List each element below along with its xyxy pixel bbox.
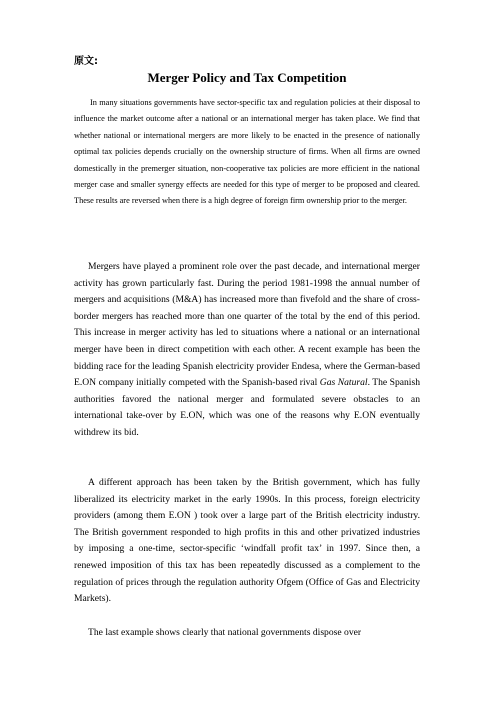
abstract-paragraph: In many situations governments have sector-specific tax and regulation policies at their disposal to influence the market outcome after a national or an international merger has taken place. We find that whether national or international mergers are more likely to be enacted in the presence of nationally optimal tax policies depends crucially on the ownership structure of firms. When all firms are owned domestically in the premerger situation, non-cooperative tax policies are more efficient in the national merger case and smaller synergy effects are needed for this type of merger to be proposed and cleared. These results are reversed when there is a high degree of foreign firm ownership prior to the merger. (74, 98, 420, 206)
body-paragraph-2: A different approach has been taken by the British government, which has fully liberalized its electricity market in the early 1990s. In this process, foreign electricity providers (among them E.ON ) took over a large part of the British electricity industry. The British government responded to high profits in this and other privatized industries by imposing a one-time, sector-specific ‘windfall profit tax’ in 1997. Since then, a renewed imposition of this tax has been repeatedly discussed as a complement to the regulation of prices through the regulation authority Ofgem (Office of Gas and Electricity Markets). (74, 477, 420, 605)
paragraph-1-text-start: Mergers have played a prominent role over the past decade, and international merger activity has grown particularly fast. During the period 1981-1998 the annual number of mergers and acquisitions (M&A) has increased more than fivefold and the share of cross-border mergers has reached more than one quarter of the total by the end of this period. This increase in merger activity has led to situations where a national or an international merger have been in direct competition with each other. A recent example has been the bidding race for the leading Spanish electricity provider Endesa, where the German-based E.ON company initially competed with the Spanish-based rival (74, 261, 420, 389)
italic-company-name: Gas Natural (319, 377, 368, 389)
body-paragraph-3: The last example shows clearly that national governments dispose over (88, 627, 362, 638)
document-title: Merger Policy and Tax Competition (147, 70, 347, 85)
body-paragraph-1 (74, 259, 420, 442)
paragraph-1-text-end: . The Spanish authorities favored the national merger and formulated severe obstacles to an international take-over by E.ON, which was one of the reasons why E.ON eventually withdrew its bid. (74, 377, 420, 438)
source-text-label: 原文: (74, 56, 98, 67)
